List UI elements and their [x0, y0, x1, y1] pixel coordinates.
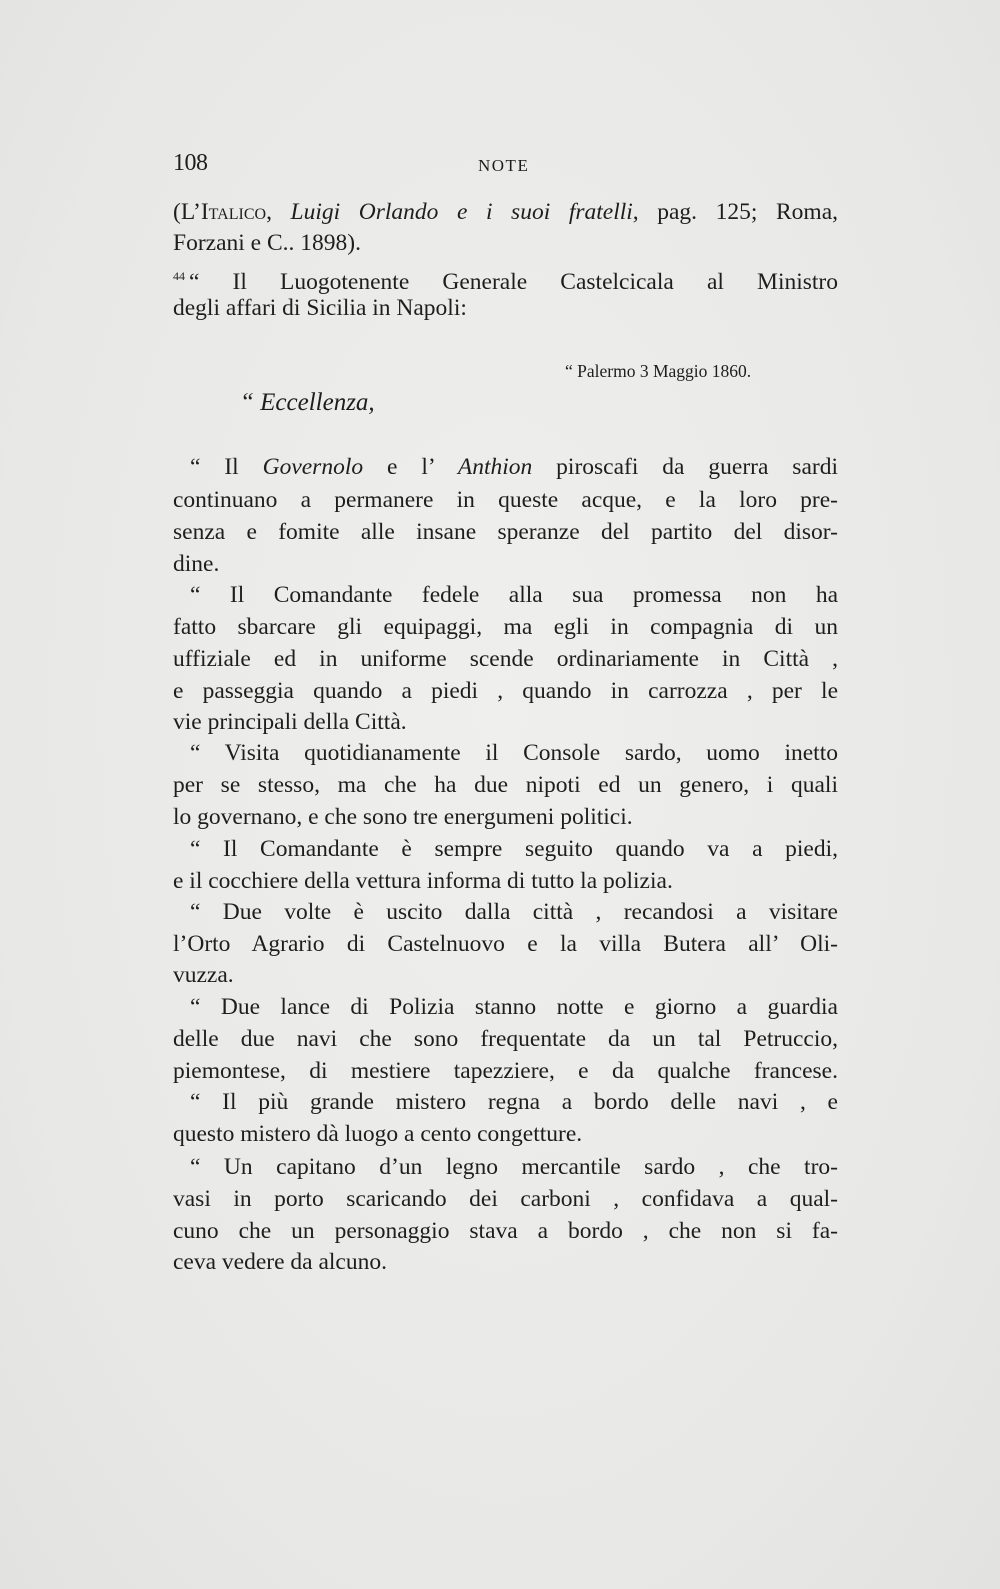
paragraph-1-line-4: dine. [173, 551, 220, 577]
paragraph-8-line-1: “ Un capitano d’un legno mercantile sardo , che tro- [190, 1154, 838, 1180]
letter-date: “ Palermo 3 Maggio 1860. [565, 361, 752, 381]
paragraph-2-line-1: “ Il Comandante fedele alla sua promessa non ha [190, 582, 838, 608]
paragraph-3-line-2: per se stesso, ma che ha due nipoti ed un genero, i quali [173, 772, 838, 798]
note-number: 44 [173, 269, 185, 283]
paragraph-7-line-2: questo mistero dà luogo a cento congetture. [173, 1121, 583, 1147]
ship-name-governolo: Governolo [262, 454, 364, 480]
paragraph-2-line-2: fatto sbarcare gli equipaggi, ma egli in compagnia di un [173, 614, 838, 640]
citation-author: Italico [200, 199, 267, 225]
paragraph-2-line-3: uffiziale ed in uniforme scende ordinariamente in Città , [173, 646, 838, 672]
paragraph-8-line-4: ceva vedere da alcuno. [173, 1249, 387, 1275]
paragraph-4-line-1: “ Il Comandante è sempre seguito quando va a piedi, [190, 836, 838, 862]
note-44-line-2: degli affari di Sicilia in Napoli: [173, 295, 467, 321]
citation-line-1: (L’Italico, Luigi Orlando e i suoi fratelli, pag. 125; Roma, [173, 199, 838, 225]
paragraph-8-line-3: cuno che un personaggio stava a bordo , che non si fa- [173, 1218, 838, 1244]
paragraph-7-line-1: “ Il più grande mistero regna a bordo delle navi , e [190, 1089, 838, 1115]
page-number: 108 [173, 150, 208, 176]
paragraph-8-line-2: vasi in porto scaricando dei carboni , confidava a qual- [173, 1186, 838, 1212]
paragraph-6-line-3: piemontese, di mestiere tapezziere, e da qualche francese. [173, 1058, 838, 1084]
note-44-line-1: $^{44}$ “ Il Luogotenente Generale Castelcicala al Ministro [173, 269, 838, 295]
paragraph-2-line-5: vie principali della Città. [173, 709, 407, 735]
paragraph-4-line-2: e il cocchiere della vettura informa di tutto la polizia. [173, 868, 673, 894]
paragraph-5-line-3: vuzza. [173, 962, 234, 988]
page-header [173, 150, 838, 184]
paragraph-3-line-3: lo governano, e che sono tre energumeni politici. [173, 804, 633, 830]
paragraph-5-line-2: l’Orto Agrario di Castelnuovo e la villa Butera all’ Oli- [173, 931, 838, 957]
paragraph-1-line-2: continuano a permanere in queste acque, e la loro pre- [173, 487, 838, 513]
paragraph-6-line-2: delle due navi che sono frequentate da un tal Petruccio, [173, 1026, 838, 1052]
paragraph-3-line-1: “ Visita quotidianamente il Console sardo, uomo inetto [190, 740, 838, 766]
ship-name-anthion: Anthion [457, 454, 533, 480]
paragraph-1-line-3: senza e fomite alle insane speranze del partito del disor- [173, 519, 838, 545]
letter-salutation: “ Eccellenza, [240, 389, 375, 416]
paragraph-2-line-4: e passeggia quando a piedi , quando in carrozza , per le [173, 678, 838, 704]
citation-line-2: Forzani e C.. 1898). [173, 230, 361, 256]
paragraph-1-line-1: “ Il Governolo e l’ Anthion piroscafi da guerra sardi [190, 454, 838, 480]
citation-title: Luigi Orlando e i suoi fratelli [290, 199, 633, 225]
running-head: NOTE [478, 156, 530, 175]
paragraph-6-line-1: “ Due lance di Polizia stanno notte e giorno a guardia [190, 994, 838, 1020]
paragraph-5-line-1: “ Due volte è uscito dalla città , recandosi a visitare [190, 899, 838, 925]
